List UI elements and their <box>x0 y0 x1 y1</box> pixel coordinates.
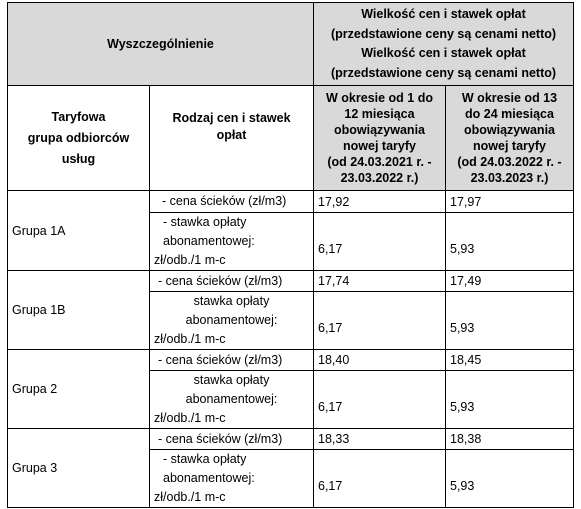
fee-period-2: 5,93 <box>446 213 574 271</box>
fee-label-line: zł/odb./1 m-c <box>154 332 226 346</box>
fee-label <box>150 371 314 429</box>
header-text: 12 miesiąca <box>344 107 415 121</box>
group-name: Grupa 3 <box>8 429 150 508</box>
fee-label-line: stawka opłaty <box>193 294 270 308</box>
header-text: grupa odbiorców <box>27 130 130 145</box>
header-type-column <box>150 86 314 191</box>
fee-period-2: 5,93 <box>446 292 574 350</box>
fee-label-line: zł/odb./1 m-c <box>154 411 226 425</box>
header-text: do 24 miesiąca <box>465 107 554 121</box>
header-text: W okresie od 13 <box>461 91 558 105</box>
fee-label-line: abonamentowej: <box>185 313 278 327</box>
fee-label-line: abonamentowej: <box>163 471 255 485</box>
tariff-table <box>7 2 574 508</box>
fee-period-1: 6,17 <box>314 371 446 429</box>
header-values-line: Wielkość cen i stawek opłat <box>361 7 526 21</box>
price-label: - cena ścieków (zł/m3) <box>150 429 314 450</box>
header-text: obowiązywania <box>334 123 425 137</box>
fee-label-line: - stawka opłaty <box>163 452 247 466</box>
table-row <box>8 271 574 292</box>
header-values-line: (przedstawione ceny są cenami netto) <box>330 65 557 80</box>
price-period-1: 17,92 <box>314 191 446 213</box>
price-label: - cena ścieków (zł/m3) <box>150 271 314 292</box>
header-text: (od 24.03.2022 r. - <box>457 155 562 169</box>
header-text: W okresie od 1 do <box>326 91 433 105</box>
fee-label-line: zł/odb./1 m-c <box>154 253 226 267</box>
header-text: Taryfowa <box>51 109 106 124</box>
price-period-1: 18,40 <box>314 350 446 371</box>
price-period-1: 18,33 <box>314 429 446 450</box>
header-text: nowej taryfy <box>473 139 546 153</box>
header-text: usług <box>61 151 96 166</box>
fee-period-2: 5,93 <box>446 450 574 508</box>
fee-label-line: abonamentowej: <box>163 234 255 248</box>
price-period-2: 18,38 <box>446 429 574 450</box>
fee-period-1: 6,17 <box>314 450 446 508</box>
fee-label-line: stawka opłaty <box>193 373 270 387</box>
header-text: 23.03.2023 r.) <box>470 171 549 185</box>
fee-label-line: - stawka opłaty <box>163 215 247 229</box>
header-text: Rodzaj cen i stawek <box>172 111 291 125</box>
header-values-line: Wielkość cen i stawek opłat <box>361 46 526 60</box>
fee-label <box>150 213 314 271</box>
table-row <box>8 191 574 213</box>
header-text: (od 24.03.2021 r. - <box>327 155 432 169</box>
header-values-line: (przedstawione ceny są cenami netto) <box>330 26 557 41</box>
price-period-2: 18,45 <box>446 350 574 371</box>
fee-label-line: abonamentowej: <box>185 392 278 406</box>
header-text: 23.03.2022 r.) <box>340 171 419 185</box>
group-name: Grupa 2 <box>8 350 150 429</box>
price-period-2: 17,97 <box>446 191 574 213</box>
price-label: - cena ścieków (zł/m3) <box>150 191 314 213</box>
group-name: Grupa 1B <box>8 271 150 350</box>
header-specification: Wyszczególnienie <box>8 3 314 86</box>
price-label: - cena ścieków (zł/m3) <box>150 350 314 371</box>
header-period-2 <box>446 86 574 191</box>
fee-period-2: 5,93 <box>446 371 574 429</box>
header-text: obowiązywania <box>464 123 555 137</box>
fee-period-1: 6,17 <box>314 213 446 271</box>
fee-label <box>150 292 314 350</box>
header-text: nowej taryfy <box>343 139 416 153</box>
table-row <box>8 429 574 450</box>
header-values <box>314 3 574 86</box>
table-row <box>8 350 574 371</box>
header-group-column <box>8 86 150 191</box>
fee-label-line: zł/odb./1 m-c <box>154 490 226 504</box>
price-period-1: 17,74 <box>314 271 446 292</box>
price-period-2: 17,49 <box>446 271 574 292</box>
header-period-1 <box>314 86 446 191</box>
group-name: Grupa 1A <box>8 191 150 271</box>
header-text: opłat <box>216 128 247 142</box>
fee-period-1: 6,17 <box>314 292 446 350</box>
fee-label <box>150 450 314 508</box>
